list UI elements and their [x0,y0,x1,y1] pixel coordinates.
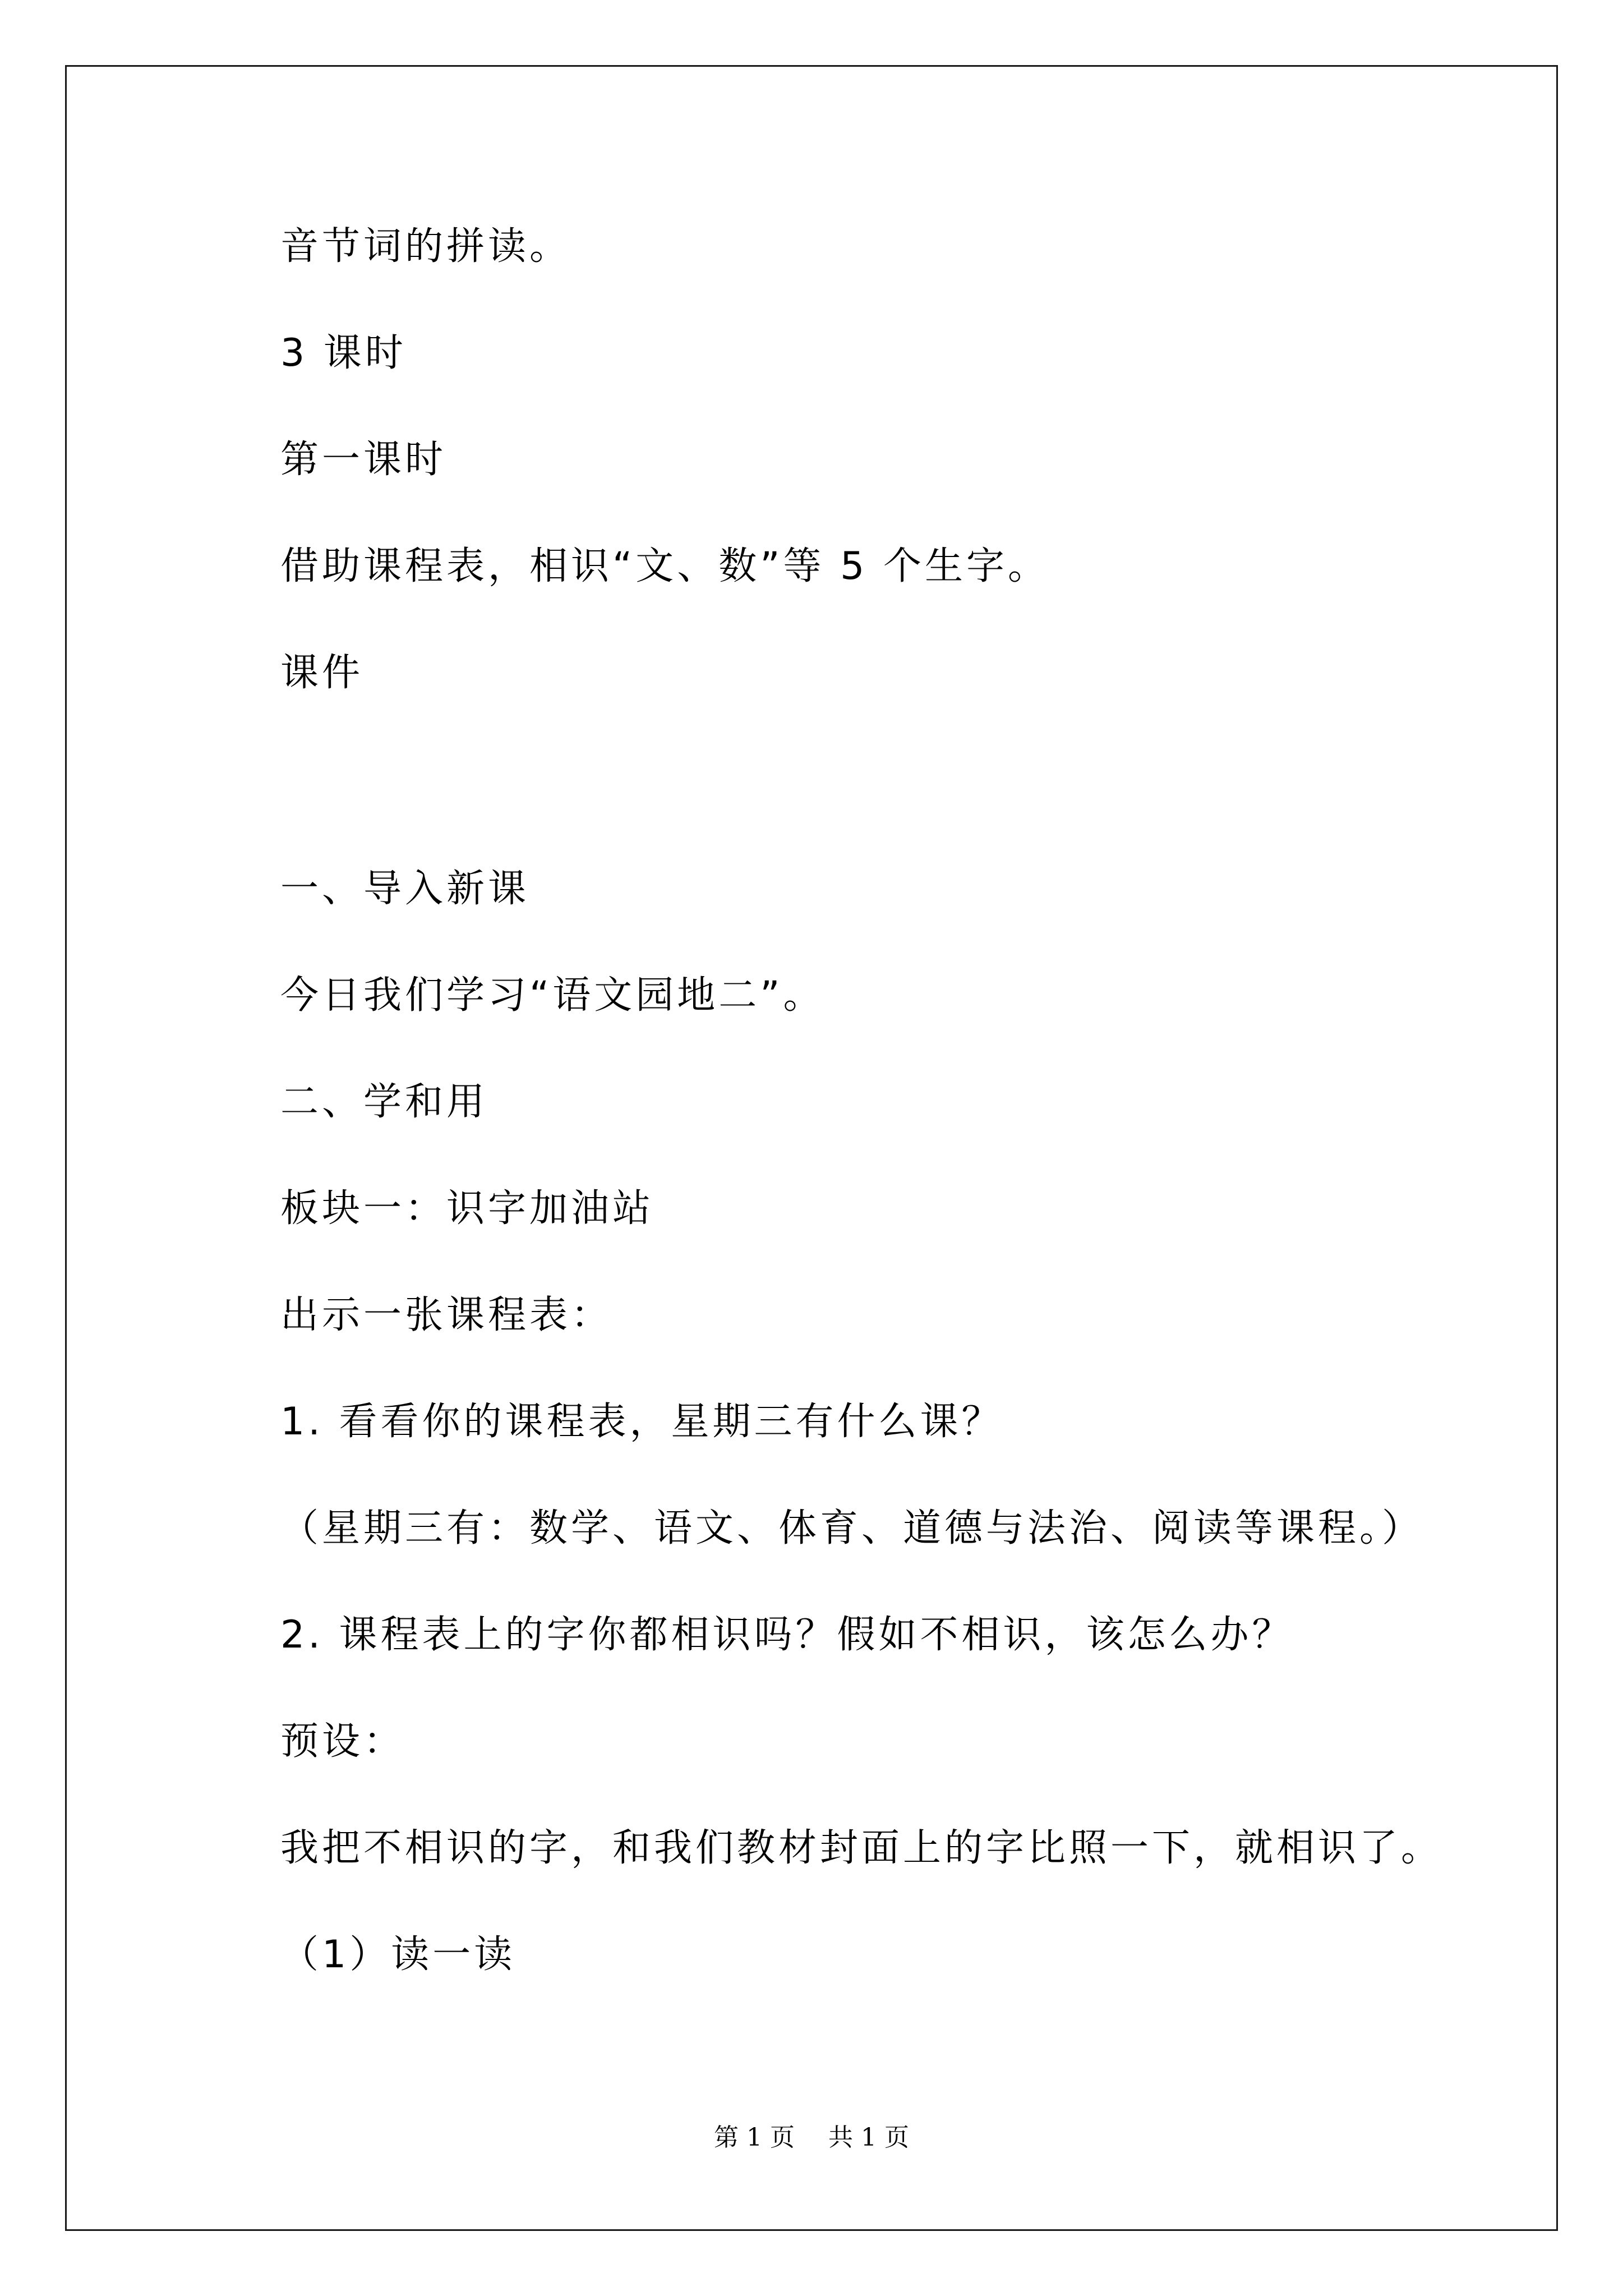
page-border [65,65,1558,2231]
text-line: 1. 看看你的课程表，星期三有什么课？ [280,1400,1003,1444]
section-heading: 一、导入新课 [280,867,530,911]
text-line: 第一课时 [280,438,447,482]
page-number: 第 1 页 [714,2123,795,2152]
text-line: （1）读一读 [280,1932,516,1977]
text-line: 板块一：识字加油站 [280,1186,654,1231]
page-total: 共 1 页 [828,2123,909,2152]
text-line: 预设： [280,1719,405,1764]
section-heading: 二、学和用 [280,1080,488,1124]
text-line: 借助课程表，相识“文、数”等 5 个生字。 [280,544,1049,588]
text-line: 我把不相识的字，和我们教材封面上的字比照一下，就相识了。 [280,1826,1443,1870]
text-line: （星期三有：数学、语文、体育、道德与法治、阅读等课程。） [280,1506,1424,1550]
text-line: 出示一张课程表： [280,1293,613,1337]
page-footer [0,2121,1623,2155]
text-line: 2. 课程表上的字你都相识吗？假如不相识，该怎么办？ [280,1613,1294,1657]
text-line: 音节词的拼读。 [280,224,571,269]
text-line: 3 课时 [280,331,407,375]
text-line: 今日我们学习“语文园地二”。 [280,973,825,1018]
text-line: 课件 [280,651,364,695]
